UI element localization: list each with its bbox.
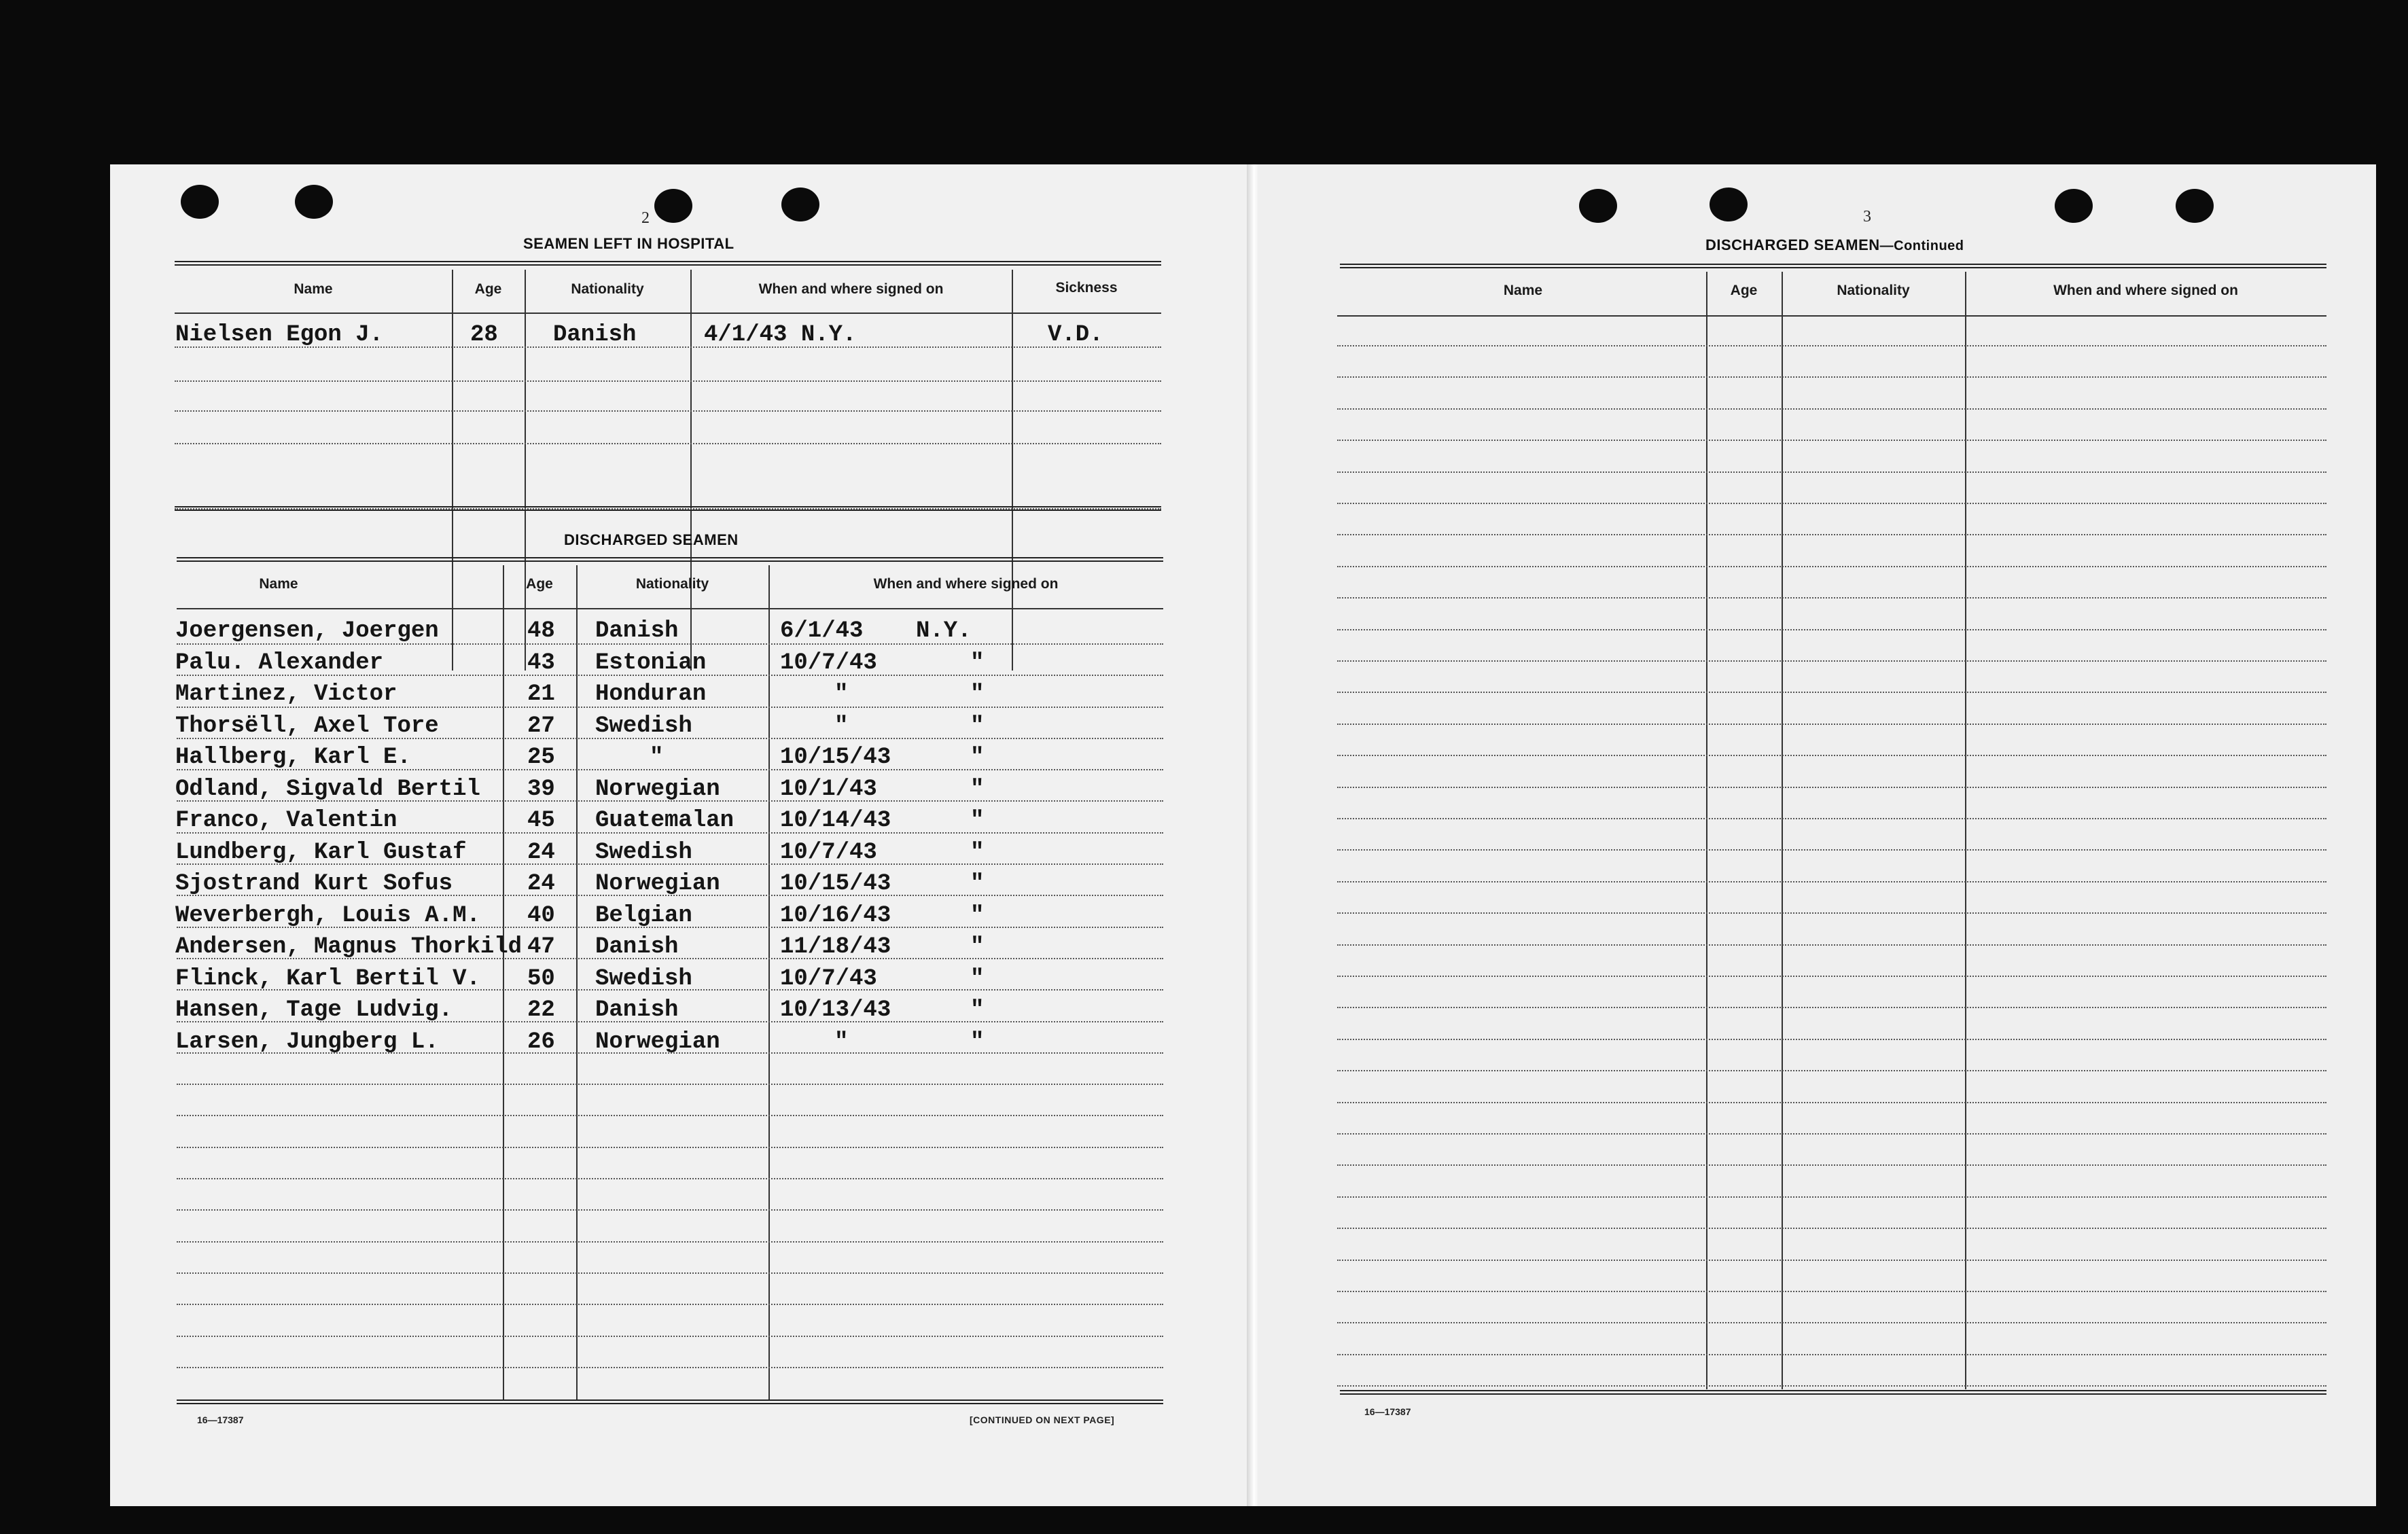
hospital-row-rule [175,410,1161,412]
right-row-rule [1337,724,2326,725]
row-date: 10/7/43 [780,840,877,866]
right-row-rule [1337,787,2326,788]
right-row-rule [1337,1196,2326,1198]
row-name: Hansen, Tage Ludvig. [175,997,453,1023]
right-row-rule [1337,597,2326,599]
hospital-table-bottom-rule [175,506,1161,511]
right-row-rule [1337,1228,2326,1229]
row-nationality: Swedish [595,840,692,866]
discharged-row-rule [177,1052,1163,1054]
row-place: " [970,808,985,834]
form-id: 16—17387 [1364,1406,1411,1417]
discharged-header-nationality: Nationality [635,576,709,592]
right-row-rule [1337,503,2326,504]
punch-hole [1579,189,1617,223]
row-date: 10/15/43 [780,871,891,897]
discharged-row-rule [177,832,1163,834]
hospital-cell-name: Nielsen Egon J. [175,322,384,348]
punch-hole [1710,188,1748,221]
discharged-row-rule [177,675,1163,676]
discharged-row-rule [177,1147,1163,1148]
row-age: 27 [527,713,555,739]
right-row-rule [1337,376,2326,378]
row-date: 11/18/43 [780,934,891,960]
row-nationality: Norwegian [595,777,720,802]
discharged-row-rule [177,1178,1163,1179]
discharged-row-rule [177,1084,1163,1085]
punch-hole [781,188,819,221]
hospital-cell-age: 28 [470,322,498,348]
row-age: 48 [527,618,555,644]
right-section-title-main: DISCHARGED SEAMEN [1705,236,1880,253]
punch-hole [2176,189,2214,223]
hospital-cell-sickness: V.D. [1048,322,1103,348]
right-section-title-continued: —Continued [1879,238,1964,253]
right-row-rule [1337,976,2326,977]
row-date: " [834,1029,849,1055]
row-place: " [970,745,985,770]
discharged-row-rule [177,643,1163,645]
row-nationality: Honduran [595,681,707,707]
row-name: Lundberg, Karl Gustaf [175,840,467,866]
hospital-table-top-rule [175,261,1161,266]
right-table-bottom-rule [1340,1390,2326,1395]
discharged-row-rule [177,738,1163,739]
row-date: 10/16/43 [780,903,891,929]
hospital-header-age: Age [474,281,502,297]
row-age: 50 [527,966,555,992]
row-nationality: Guatemalan [595,808,734,834]
right-row-rule [1337,1070,2326,1071]
right-row-rule [1337,1007,2326,1008]
discharged-header-age: Age [526,576,553,592]
right-row-rule [1337,755,2326,756]
right-row-rule [1337,471,2326,473]
row-date: " [834,681,849,707]
punch-hole [654,189,692,223]
discharged-row-rule [177,707,1163,708]
discharged-header-signed: When and where signed on [873,576,1059,592]
hospital-row-rule [175,443,1161,444]
row-nationality: Swedish [595,713,692,739]
discharged-row-rule [177,1272,1163,1274]
right-row-rule [1337,849,2326,851]
row-place: " [970,997,985,1023]
row-place: " [970,903,985,929]
row-name: Andersen, Magnus Thorkild [175,934,523,960]
discharged-row-rule [177,863,1163,865]
row-age: 39 [527,777,555,802]
hospital-section-title: SEAMEN LEFT IN HOSPITAL [523,235,734,252]
hospital-header-sickness: Sickness [1055,280,1118,296]
discharged-header-rule [177,608,1163,609]
right-table-top-rule [1340,264,2326,268]
right-section-title [1705,236,1964,254]
punch-hole [181,185,219,219]
discharged-row-rule [177,927,1163,928]
discharged-col-divider [768,565,770,1401]
right-row-rule [1337,345,2326,346]
hospital-header-rule [175,313,1161,314]
right-row-rule [1337,912,2326,914]
row-age: 22 [527,997,555,1023]
discharged-row-rule [177,895,1163,896]
row-place: " [970,681,985,707]
hospital-col-divider [452,270,453,671]
discharged-header-name: Name [259,576,298,592]
row-nationality: " [650,745,664,770]
discharged-row-rule [177,1021,1163,1022]
right-row-rule [1337,440,2326,441]
left-form-page [110,164,1252,1506]
page-number: 2 [641,209,650,227]
row-name: Weverbergh, Louis A.M. [175,903,480,929]
row-date: 10/1/43 [780,777,877,802]
right-row-rule [1337,818,2326,819]
discharged-row-rule [177,769,1163,770]
row-name: Hallberg, Karl E. [175,745,411,770]
right-header-signed: When and where signed on [2053,283,2238,298]
discharged-row-rule [177,958,1163,959]
row-name: Palu. Alexander [175,650,384,676]
row-date: 6/1/43 [780,618,864,644]
right-row-rule [1337,1322,2326,1323]
row-name: Sjostrand Kurt Sofus [175,871,453,897]
right-row-rule [1337,1164,2326,1166]
discharged-row-rule [177,1336,1163,1337]
hospital-row-rule [175,380,1161,382]
right-row-rule [1337,1102,2326,1103]
row-age: 43 [527,650,555,676]
row-place: " [970,934,985,960]
right-row-rule [1337,692,2326,693]
discharged-row-rule [177,1367,1163,1368]
right-header-nationality: Nationality [1837,283,1910,298]
row-name: Joergensen, Joergen [175,618,439,644]
right-header-rule [1337,315,2326,317]
right-header-age: Age [1730,283,1758,298]
hospital-header-name: Name [294,281,333,297]
hospital-header-nationality: Nationality [571,281,644,297]
right-row-rule [1337,1260,2326,1261]
row-name: Flinck, Karl Bertil V. [175,966,480,992]
right-header-name: Name [1503,283,1543,298]
right-row-rule [1337,1039,2326,1040]
discharged-table-top-rule [177,557,1163,562]
row-place: " [970,966,985,992]
row-nationality: Danish [595,934,679,960]
row-name: Franco, Valentin [175,808,397,834]
discharged-section-title: DISCHARGED SEAMEN [564,531,739,548]
row-age: 26 [527,1029,555,1055]
row-nationality: Belgian [595,903,692,929]
discharged-table-bottom-rule [177,1399,1163,1404]
row-age: 24 [527,871,555,897]
row-name: Martinez, Victor [175,681,397,707]
row-age: 47 [527,934,555,960]
row-nationality: Norwegian [595,871,720,897]
discharged-row-rule [177,989,1163,991]
right-row-rule [1337,629,2326,630]
hospital-row-rule [175,346,1161,348]
row-age: 24 [527,840,555,866]
hospital-header-signed: When and where signed on [758,281,944,297]
hospital-col-divider [525,270,526,671]
row-nationality: Estonian [595,650,707,676]
row-nationality: Norwegian [595,1029,720,1055]
hospital-col-divider [690,270,692,671]
discharged-row-rule [177,1115,1163,1116]
discharged-col-divider [503,565,504,1401]
discharged-row-rule [177,1304,1163,1305]
row-place: " [970,1029,985,1055]
continued-note: [CONTINUED ON NEXT PAGE] [970,1414,1115,1425]
right-row-rule [1337,660,2326,662]
row-age: 21 [527,681,555,707]
page-number: 3 [1863,208,1871,226]
punch-hole [2055,189,2093,223]
row-name: Larsen, Jungberg L. [175,1029,439,1055]
hospital-cell-signed: 4/1/43 N.Y. [704,322,857,348]
right-row-rule [1337,534,2326,535]
discharged-row-rule [177,1209,1163,1211]
right-row-rule [1337,944,2326,946]
discharged-col-divider [576,565,578,1401]
right-row-rule [1337,566,2326,567]
right-form-page [1258,164,2376,1506]
row-nationality: Danish [595,997,679,1023]
row-place: " [970,871,985,897]
row-nationality: Swedish [595,966,692,992]
row-name: Odland, Sigvald Bertil [175,777,480,802]
right-row-rule [1337,1354,2326,1355]
hospital-cell-nationality: Danish [553,322,637,348]
row-place: " [970,713,985,739]
row-date: 10/15/43 [780,745,891,770]
discharged-row-rule [177,1241,1163,1243]
row-date: " [834,713,849,739]
hospital-col-divider [1012,270,1013,671]
row-date: 10/7/43 [780,650,877,676]
right-row-rule [1337,408,2326,410]
row-date: 10/7/43 [780,966,877,992]
row-age: 45 [527,808,555,834]
row-place: " [970,650,985,676]
row-date: 10/13/43 [780,997,891,1023]
row-age: 25 [527,745,555,770]
right-row-rule [1337,1385,2326,1387]
row-place: " [970,840,985,866]
row-name: Thorsëll, Axel Tore [175,713,439,739]
row-age: 40 [527,903,555,929]
discharged-row-rule [177,800,1163,802]
right-row-rule [1337,1133,2326,1135]
row-nationality: Danish [595,618,679,644]
row-place: N.Y. [916,618,972,644]
row-place: " [970,777,985,802]
punch-hole [295,185,333,219]
form-id: 16—17387 [197,1414,244,1425]
right-row-rule [1337,881,2326,882]
row-date: 10/14/43 [780,808,891,834]
right-row-rule [1337,1291,2326,1292]
